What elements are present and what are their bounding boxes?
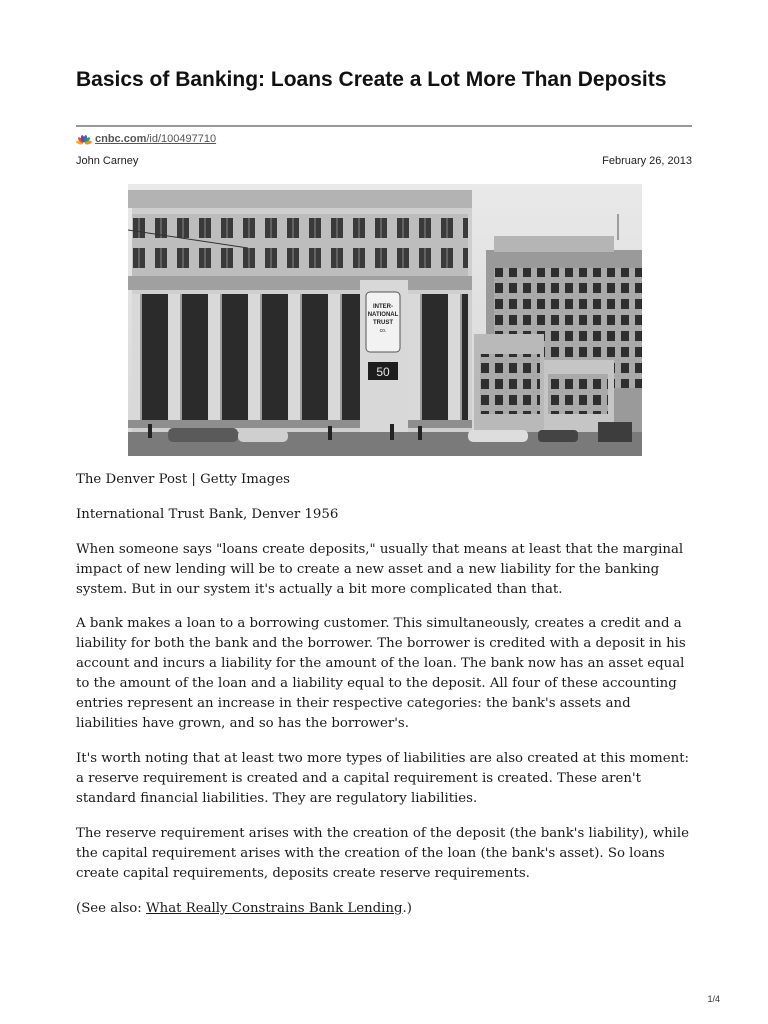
paragraph-1: When someone says "loans create deposits," usually that means at least that the marginal impact of new lending will be to create a new asset and a new liability for the banking system. But in our system it's actually a bit more complicated than that.: [76, 542, 684, 597]
photo-caption: International Trust Bank, Denver 1956: [76, 507, 339, 522]
sign-text-2: NATIONAL: [367, 312, 399, 318]
article-photo: [128, 184, 642, 456]
sign-text-4: co.: [379, 328, 387, 334]
sign-number: 50: [376, 365, 390, 379]
paragraph-4: The reserve requirement arises with the creation of the deposit (the bank's liability), while the capital requirement arises with the creation of the loan (the bank's asset). So loans create capital requirements, deposits create reserve requirements.: [76, 826, 690, 881]
article-title: Basics of Banking: Loans Create a Lot More Than Deposits: [76, 68, 667, 91]
photo-credit: The Denver Post | Getty Images: [76, 472, 291, 487]
source-link[interactable]: cnbc.com/id/100497710: [95, 133, 217, 145]
page-number: 1/4: [707, 994, 720, 1004]
author-name: John Carney: [76, 155, 139, 167]
byline: [76, 155, 692, 167]
sign-text-1: INTER-: [373, 304, 393, 310]
bank-building-image: [128, 184, 642, 456]
see-also-link[interactable]: What Really Constrains Bank Lending: [145, 901, 403, 916]
paragraph-3: It's worth noting that at least two more types of liabilities are also created at this moment: a reserve requirement is created and a capital requirement is created. These aren't standard financial liabilities. They are regulatory liabilities.: [76, 751, 690, 806]
peacock-logo-icon: [76, 133, 92, 145]
paragraph-2: A bank makes a loan to a borrowing customer. This simultaneously, creates a credit and a liability for both the bank and the borrower. The borrower is credited with a deposit in his account and incurs a liability for the amount of the loan. The bank now has an asset equal to the amount of the loan and a liability equal to the deposit. All four of these accounting entries represent an increase in their respective categories: the bank's assets and liabilities have grown, and so has the borrower's.: [76, 616, 686, 731]
publish-date: February 26, 2013: [602, 155, 692, 167]
source-line: [76, 131, 216, 147]
title-divider: [76, 125, 692, 127]
see-also: (See also: What Really Constrains Bank Lending.): [76, 901, 412, 916]
sign-text-3: TRUST: [373, 320, 393, 326]
